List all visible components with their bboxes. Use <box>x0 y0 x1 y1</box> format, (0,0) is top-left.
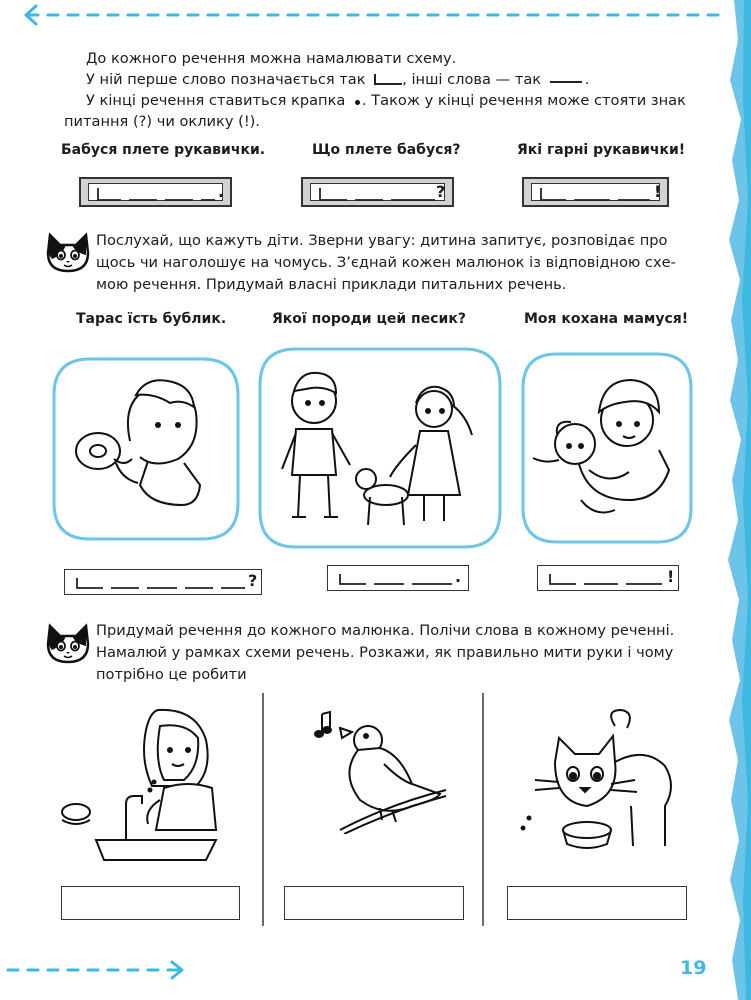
example-sentence-3: Які гарні рукавички! <box>517 142 686 158</box>
example-scheme-2 <box>301 177 454 207</box>
picture-mother-and-child[interactable] <box>519 350 695 546</box>
word-symbol <box>550 81 582 83</box>
task1-scheme-1-mark: ? <box>248 571 258 590</box>
task1-line-2: щось чи наголошує на чомусь. З’єднай кожен малюнок із відповідною схе- <box>96 254 676 271</box>
rule-line-3-a: У кінці речення ставиться крапка <box>86 92 346 109</box>
answer-box-3[interactable] <box>507 886 687 920</box>
task1-scheme-3-mark: ! <box>667 567 675 586</box>
answer-box-2[interactable] <box>284 886 464 920</box>
top-arrow-line <box>18 2 730 26</box>
rule-line-3-b: . Також у кінці речення може стояти знак <box>361 92 686 109</box>
example-scheme-1-mark: . <box>218 182 225 201</box>
column-divider-1 <box>262 693 264 926</box>
task1-scheme-2 <box>327 565 469 591</box>
task1-scheme-1 <box>64 569 262 595</box>
rule-line-2 <box>86 69 589 90</box>
first-word-symbol <box>374 74 402 85</box>
task1-scheme-3 <box>537 565 679 591</box>
task1-sentence-1: Тарас їсть бублик. <box>76 311 227 327</box>
picture-singing-bird[interactable] <box>300 704 450 834</box>
rule-line-2-c: . <box>584 71 590 88</box>
example-sentence-1: Бабуся плете рукавички. <box>61 142 266 158</box>
picture-boy-eating-bagel[interactable] <box>50 355 242 543</box>
page-number: 19 <box>680 957 707 979</box>
example-sentence-2: Що плете бабуся? <box>312 142 461 158</box>
example-scheme-3-mark: ! <box>654 182 662 201</box>
task1-line-1: Послухай, що кажуть діти. Зверни увагу: дитина запитує, розповідає про <box>96 232 668 249</box>
example-scheme-1 <box>79 177 232 207</box>
cat-icon <box>44 622 92 666</box>
column-divider-2 <box>482 693 484 926</box>
picture-cat-drinking[interactable] <box>515 706 685 856</box>
task1-line-3: мою речення. Придумай власні приклади питальних речень. <box>96 276 567 293</box>
side-decoration <box>708 0 751 1000</box>
example-scheme-2-mark: ? <box>436 182 446 201</box>
task2-line-2: Намалюй у рамках схеми речень. Розкажи, як правильно мити руки і чому <box>96 644 674 661</box>
task2-line-1: Придумай речення до кожного малюнка. Полічи слова в кожному реченні. <box>96 622 675 639</box>
cat-icon <box>44 231 92 275</box>
task1-sentence-3: Моя кохана мамуся! <box>524 311 689 327</box>
task1-sentence-2: Якої породи цей песик? <box>272 311 466 327</box>
rule-line-3 <box>86 90 686 111</box>
task2-line-3: потрібно це робити <box>96 666 247 683</box>
dot-symbol <box>355 100 360 105</box>
picture-children-with-dog[interactable] <box>256 345 504 551</box>
rule-line-4: питання (?) чи оклику (!). <box>64 113 261 130</box>
task1-scheme-2-mark: . <box>455 567 462 586</box>
answer-box-1[interactable] <box>61 886 240 920</box>
rule-line-2-a: У ній перше слово позначається так <box>86 71 366 88</box>
bottom-arrow-line <box>6 958 192 982</box>
rule-line-1: До кожного речення можна намалювати схему. <box>86 50 457 67</box>
picture-girl-washing-hands[interactable] <box>56 700 246 870</box>
example-scheme-3 <box>522 177 669 207</box>
rule-line-2-b: , інші слова — так <box>402 71 542 88</box>
